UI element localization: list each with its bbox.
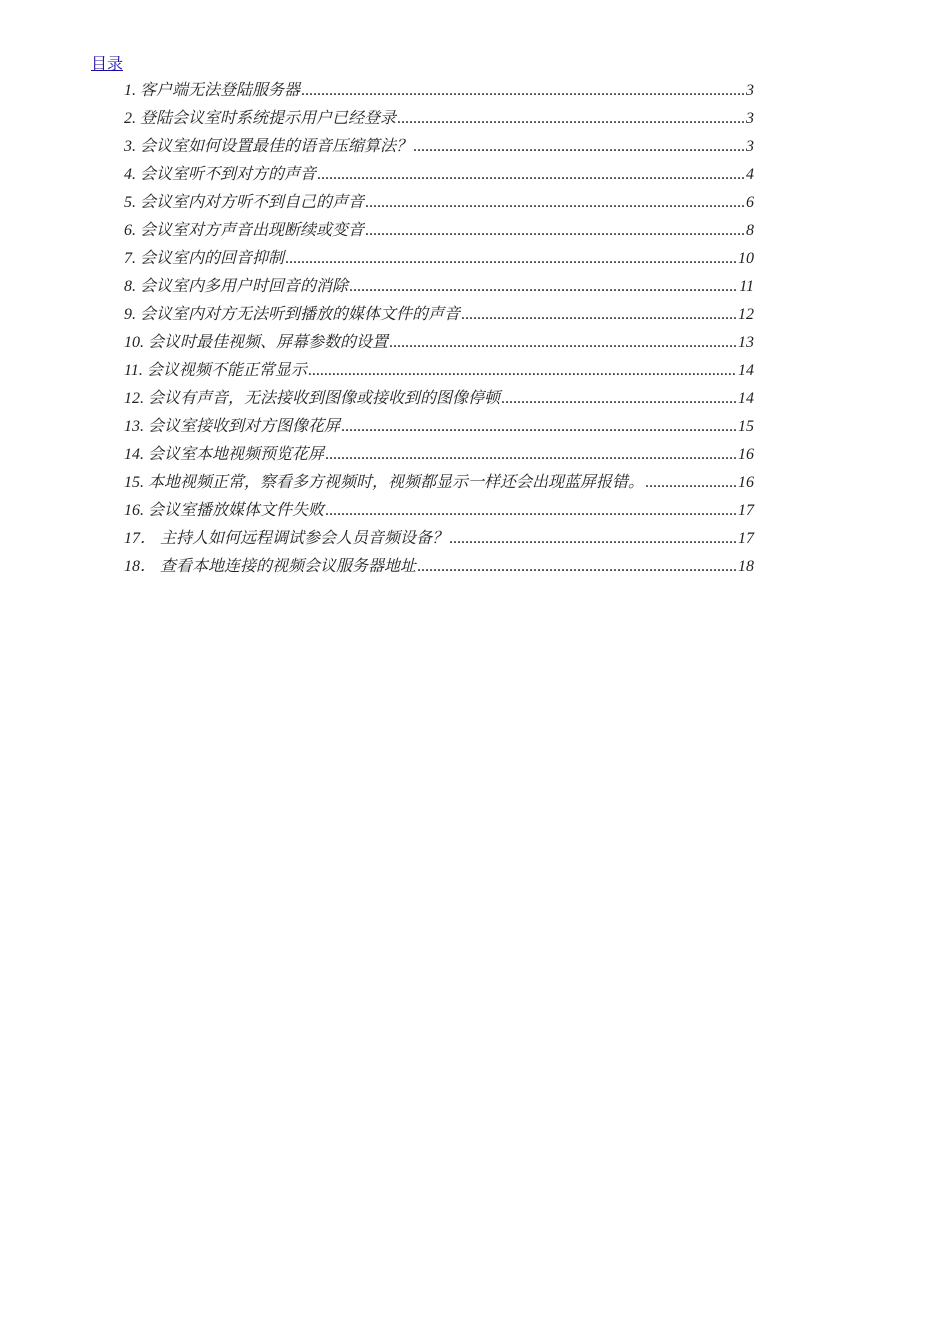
toc-entry[interactable]	[124, 388, 754, 416]
toc-entry-number: 11.	[124, 362, 143, 379]
toc-entry-page: 17	[738, 530, 754, 547]
toc-dot-leader	[325, 500, 737, 522]
toc-dot-leader	[285, 248, 737, 270]
toc-entry-number: 10.	[124, 334, 144, 351]
toc-entry-number: 2.	[124, 110, 136, 127]
toc-entry[interactable]	[124, 528, 754, 556]
toc-entry[interactable]	[124, 556, 754, 584]
toc-entry-page: 16	[738, 474, 754, 491]
toc-entry[interactable]	[124, 164, 754, 192]
toc-title-link[interactable]: 目录	[91, 56, 124, 73]
toc-entry-number: 14.	[124, 446, 144, 463]
toc-entry[interactable]	[124, 248, 754, 276]
toc-entry-number: 17．	[124, 530, 157, 547]
toc-entry-page: 11	[739, 278, 754, 295]
toc-entry-title: 登陆会议室时系统提示用户已经登录	[140, 110, 397, 127]
toc-entry-number: 7.	[124, 250, 136, 267]
toc-entry[interactable]	[124, 304, 754, 332]
toc-entry-page: 15	[738, 418, 754, 435]
toc-entry-title: 会议时最佳视频、屏幕参数的设置	[148, 334, 389, 351]
toc-entry-title: 会议室对方声音出现断续或变音	[140, 222, 365, 239]
toc-entry-page: 3	[746, 110, 754, 127]
toc-entry-number: 3.	[124, 138, 136, 155]
toc-entry-title: 会议室本地视频预览花屏	[148, 446, 325, 463]
toc-entry-title: 会议有声音，无法接收到图像或接收到的图像停顿	[148, 390, 501, 407]
toc-entry[interactable]	[124, 136, 754, 164]
toc-entry-page: 16	[738, 446, 754, 463]
toc-entry[interactable]	[124, 80, 754, 108]
toc-entry-title: 会议室如何设置最佳的语音压缩算法？	[140, 138, 413, 155]
toc-dot-leader	[349, 276, 738, 298]
toc-entry[interactable]	[124, 192, 754, 220]
toc-entry[interactable]	[124, 276, 754, 304]
toc-dot-leader	[413, 136, 745, 158]
toc-entry-page: 6	[746, 194, 754, 211]
toc-dot-leader	[301, 80, 745, 102]
toc-entry-title: 会议室接收到对方图像花屏	[148, 418, 341, 435]
toc-dot-leader	[449, 528, 737, 550]
toc-entry[interactable]	[124, 416, 754, 444]
toc-dot-leader	[461, 304, 737, 326]
toc-entry-number: 18．	[124, 558, 157, 575]
toc-dot-leader	[317, 164, 745, 186]
toc-entry-number: 6.	[124, 222, 136, 239]
toc-entry-title: 会议室听不到对方的声音	[140, 166, 317, 183]
toc-entry-title: 会议室内多用户时回音的消除	[140, 278, 349, 295]
toc-list	[124, 80, 754, 584]
toc-entry-page: 14	[738, 390, 754, 407]
toc-entry-number: 9.	[124, 306, 136, 323]
toc-entry[interactable]	[124, 332, 754, 360]
toc-dot-leader	[389, 332, 737, 354]
toc-entry-page: 3	[746, 138, 754, 155]
toc-entry-title: 主持人如何远程调试参会人员音频设备？	[160, 530, 449, 547]
toc-dot-leader	[417, 556, 737, 578]
toc-entry-page: 18	[738, 558, 754, 575]
toc-entry[interactable]	[124, 472, 754, 500]
toc-entry-page: 14	[738, 362, 754, 379]
toc-dot-leader	[365, 220, 745, 242]
toc-entry-title: 客户端无法登陆服务器	[140, 82, 301, 99]
toc-entry-title: 会议室播放媒体文件失败	[148, 502, 325, 519]
toc-entry-number: 4.	[124, 166, 136, 183]
toc-dot-leader	[365, 192, 745, 214]
toc-entry-page: 13	[738, 334, 754, 351]
toc-entry-page: 10	[738, 250, 754, 267]
toc-entry-number: 16.	[124, 502, 144, 519]
toc-entry[interactable]	[124, 444, 754, 472]
toc-entry[interactable]	[124, 500, 754, 528]
toc-entry-title: 会议室内对方听不到自己的声音	[140, 194, 365, 211]
toc-entry[interactable]	[124, 220, 754, 248]
toc-dot-leader	[325, 444, 737, 466]
toc-entry-page: 3	[746, 82, 754, 99]
toc-entry-number: 13.	[124, 418, 144, 435]
toc-entry-number: 8.	[124, 278, 136, 295]
toc-entry-title: 会议视频不能正常显示	[146, 362, 307, 379]
toc-dot-leader	[341, 416, 737, 438]
toc-entry-page: 8	[746, 222, 754, 239]
toc-dot-leader	[308, 360, 737, 382]
toc-entry-title: 查看本地连接的视频会议服务器地址	[160, 558, 417, 575]
toc-dot-leader	[501, 388, 737, 410]
toc-entry-number: 15.	[124, 474, 144, 491]
toc-entry-number: 1.	[124, 82, 136, 99]
toc-entry-number: 12.	[124, 390, 144, 407]
toc-entry[interactable]	[124, 108, 754, 136]
toc-dot-leader	[645, 472, 737, 494]
toc-entry-page: 17	[738, 502, 754, 519]
toc-entry-number: 5.	[124, 194, 136, 211]
toc-entry-page: 4	[746, 166, 754, 183]
toc-entry-title: 本地视频正常，察看多方视频时，视频都显示一样还会出现蓝屏报错。	[148, 474, 645, 491]
toc-entry-title: 会议室内对方无法听到播放的媒体文件的声音	[140, 306, 461, 323]
toc-entry-title: 会议室内的回音抑制	[140, 250, 285, 267]
toc-entry-page: 12	[738, 306, 754, 323]
toc-dot-leader	[397, 108, 745, 130]
toc-entry[interactable]	[124, 360, 754, 388]
